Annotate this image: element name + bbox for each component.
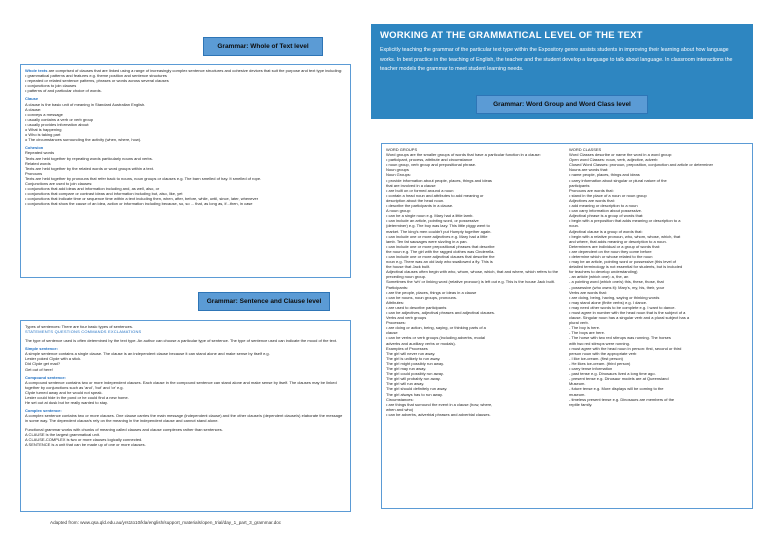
word-group-header: Grammar: Word Group and Word Class level xyxy=(476,95,648,114)
word-classes-column: WORD CLASSES Word Classes describe or name the word in a word group: Open word Classes: noun, verb, adjective, adverb Closed Word Classes: pronoun, preposition, conjunction and article or determiner Nouns are words that: • name people, places, things and ideas • carry information about singular or plural nature of the participants Pronouns are words that: • stand in the place of a noun or noun group Adjectives are words that: • add meaning or description to a noun • can carry information about possessive. Adjectival phrase is a group of words that: • begin with a preposition that adds meaning or description to a noun. Adjectival clause is a group of words that: • begin with a relative pronoun, who, whom, whose, which, that and where, that adds meaning or description to a noun. Determiners are individual or a group of words that: • are dependent on the noun they come before • determine which or whose related to the noun • may be an article, pointing word or possessive (this level of detailed terminology is not essential for students, but is included for teachers to develop understanding) - an article (which one): a, the, an - a pointing word (which one/s) this, these, those, that - possessive (who owns it): Mary's, my, his, their, your Verbs are words that: • are doing, being, having, saying or thinking words • may stand alone (finite verbs) e.g. I dance. • may need other words to be complete e.g. I want to dance. • must agree in number with the head noun that is the subject of a clause. Singular noun has a singular verb and a plural subject has a plural verb. - The boy is here. - The boys are here. - The horse with two red stirrups was running. The horses with two red stirrups were running. • must agree with the head noun in person: first, second or third person noun with the appropriate verb - I like ice-cream. (first person) - He likes ice-cream. (third person) • carry tense information - past tense e.g. Dinosaurs lived a long time ago. - present tense e.g. Dinosaur models are at Queensland Museum. - future tense e.g. More displays will be coming to the museum. - timeless present tense e.g. Dinosaurs are members of the reptile family. xyxy=(569,147,714,407)
whole-texts-heading: Whole texts xyxy=(25,68,48,73)
compound-heading: Compound sentence: xyxy=(25,374,66,380)
whole-text-box xyxy=(20,64,351,278)
cohesion-text: Repeated words Texts are held together by repeating words particularly nouns and verbs. Related words Texts are held together by the related words or word groups within a text. Pronouns Texts are held together by pronouns that refer back to nouns, noun groups or clauses e.g. The barn smelled of hay. It smelled of rope. Conjunctions are used to join clauses: • conjunctions that add ideas and information including and, as well, also, or • conjunctions that compare or contrast ideas and information including but, also, like, yet • conjunctions that indicate time or sequence time within a text including then, when, after, before, while, until, since, later, whenever • conjunctions that show the cause of an idea, action or information including because, so, so ... that, as long as, if...then, in case xyxy=(25,150,262,207)
complex-heading: Complex sentence: xyxy=(25,408,62,414)
sentence-clause-box xyxy=(20,320,351,512)
intro-text: Explicitly teaching the grammar of the particular text type within the Expository genre assists students in improving their learning about how language works. In best practice in the teaching of English, the teacher and the student develop a language to talk about language. In classroom interactions the teacher models the grammar to meet student learning needs. xyxy=(380,47,733,73)
footer-source: Adapted from: www.qsa.qld.edu.au/yrs1to10/kla/english/support_materials/open_trial/day_1_part_3_grammar.doc xyxy=(50,520,282,525)
whole-texts-text: are comprised of clauses that are linked using a range of increasingly complex sentence structures and cohesive devices that suit the purpose and text type including: • grammatical patterns and features e.g. theme position and sentence structures • repeated or related sentence patterns, phrases or words across several clauses • conjunctions to join clauses • patterns of and particular choice of words. xyxy=(25,68,343,94)
complex-text: A complex sentence contains two or more clauses. One clause carries the main message (independent clause) and the other clause/s (dependent clause/s) elaborate the message in some way. The dependent clause/s rely on the meaning in the independent clause and cannot stand alone. xyxy=(25,413,343,424)
word-groups-column: WORD GROUPS Word groups are the smaller groups of words that have a particular function in a clause: • participant, process, attribute and circumstance • noun group, verb group and prepositional phrase. Noun groups Noun Groups: • provide information about people, places, things and ideas that are involved in a clause • are built on or formed around a noun • contain a head noun and attributes to add meaning or description about the head noun. • describe the participants in a clause. A noun group: • can be a single noun e.g. Mary had a little lamb. • can include an article, pointing word, or possessive (determiner) e.g. The boy was lazy. This little piggy went to market. The king's men couldn't put Humpty together again. • can include one or more adjectives e.g. Mary had a little lamb. Ten fat sausages were sizzling in a pan. • can include one or more prepositional phrases that describe the noun e.g. The girl with the ragged clothes was Cinderella. • can include one or more adjectival clauses that describe the noun e.g. There was an old lady who swallowed a fly. This is the house that Jack built. Adjectival clauses often begin with who, whom, whose, which, that and where, which refers to the preceding noun group. Sometimes the 'wh' or linking word (relative pronoun) is left out e.g. This is the house Jack built. Participants: • are the people, places, things or ideas in a clause • can be nouns, noun groups, pronouns. Attributes: • are used to describe participants • can be adjectives, adjectival phrases and adjectival clauses. Verbs and verb groups Processes: • are doing or action, being, saying, or thinking parts of a clause • can be verbs or verb groups (including adverbs, modal adverbs and auxiliary verbs or modals). Examples of Processes The girl will never run away. The girl is unlikely to run away. The girl might possibly run away. The girl may run away. The girl could possibly run away. The girl will probably run away. The girl will run away. The girl should definitely run away. The girl always has to run away. Circumstances: • are things that surround the event in a clause (how, where, when and who) • can be adverbs, adverbial phrases and adverbial clauses. xyxy=(386,147,559,417)
cohesion-heading: Cohesion xyxy=(25,145,44,151)
types-text: The type of sentence used is often determined by the text type. An author can choose a particular type of sentence. The type of sentence used can indicate the mood of the text. xyxy=(25,338,338,344)
clause-text: A clause is the basic unit of meaning in Standard Australian English. A clause: • conveys a message • usually contains a verb or verb group • usually provides information about: o What is happening o Who is taking part o The circumstances surrounding the activity (when, where, how). xyxy=(25,101,146,143)
compound-text: A compound sentence contains two or more independent clauses. Each clause in the compound sentence can stand alone and make sense by itself. The clauses may be linked together by conjunctions such as 'and', 'but' and 'or' e.g. Clyde turned away and he would not speak. Lester could hide in the pond or he could find a new home. He set out at dusk but he really wanted to stay. xyxy=(25,379,337,406)
types-line: Types of sentences: There are four basic types of sentences. xyxy=(25,324,133,329)
functional-text: Functional grammar works with chunks of meaning called clauses and clause complexes rather than sentences. A CLAUSE is the largest grammatical unit. A CLAUSE-COMPLEX is two or more clauses logically connected. A SENTENCE is a unit that can be made up of one or more clauses. xyxy=(25,426,223,447)
whole-text-header: Grammar: Whole of Text level xyxy=(203,37,323,56)
simple-text: A simple sentence contains a single clause. The clause is an independent clause because it can stand alone and make sense by itself e.g. Lester poked Clyde with a stick. Did Clyde get mad? Get out of here! xyxy=(25,351,270,372)
simple-heading: Simple sentence: xyxy=(25,346,58,352)
whole-texts-paragraph xyxy=(25,68,346,93)
intro-title: WORKING AT THE GRAMMATICAL LEVEL OF THE TEXT xyxy=(380,30,643,41)
word-group-box xyxy=(381,143,753,509)
types-list: STATEMENTS QUESTIONS COMMANDS EXCLAMATIONS xyxy=(25,329,142,335)
clause-heading: Clause xyxy=(25,96,39,102)
sentence-clause-header: Grammar: Sentence and Clause level xyxy=(198,292,330,311)
